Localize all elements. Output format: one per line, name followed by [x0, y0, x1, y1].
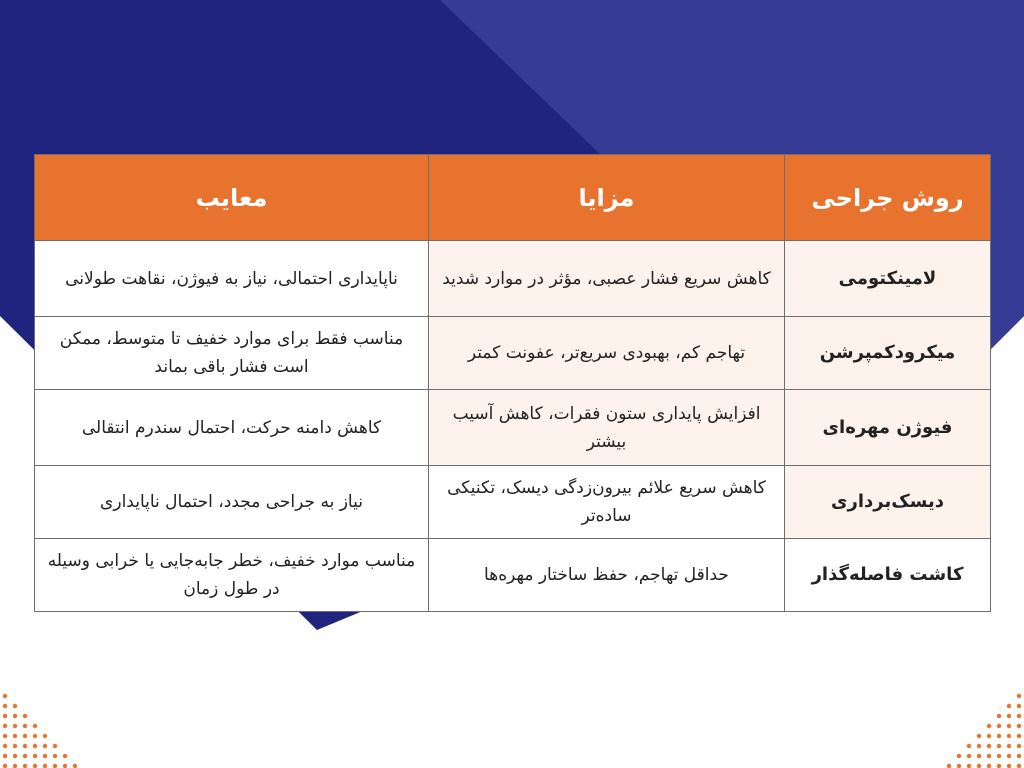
- decorative-dot: [967, 764, 971, 768]
- decorative-dot: [1017, 694, 1021, 698]
- decorative-dot: [977, 754, 981, 758]
- decorative-dot: [3, 694, 7, 698]
- decorative-dot: [43, 754, 47, 758]
- decorative-dot: [33, 754, 37, 758]
- decorative-dot: [3, 744, 7, 748]
- decorative-dot: [977, 734, 981, 738]
- decorative-dot: [33, 764, 37, 768]
- table-row: [35, 539, 991, 612]
- decorative-dot: [43, 764, 47, 768]
- surgery-comparison-table: [34, 154, 991, 612]
- advantages-cell: کاهش سریع علائم بیرون‌زدگی دیسک، تکنیکی ساده‌تر: [429, 466, 785, 539]
- disadvantages-cell: کاهش دامنه حرکت، احتمال سندرم انتقالی: [35, 390, 429, 466]
- decorative-dot: [987, 744, 991, 748]
- decorative-dot: [1017, 714, 1021, 718]
- decorative-dot: [63, 754, 67, 758]
- decorative-dot: [1007, 744, 1011, 748]
- dot-pattern-right: [938, 688, 1024, 768]
- decorative-dot: [3, 704, 7, 708]
- disadvantages-cell: مناسب موارد خفیف، خطر جابه‌جایی یا خرابی وسیله در طول زمان: [35, 539, 429, 612]
- decorative-dot: [33, 724, 37, 728]
- table-row: [35, 390, 991, 466]
- surgery-comparison-table-container: [34, 154, 990, 612]
- decorative-dot: [23, 714, 27, 718]
- decorative-dot: [947, 764, 951, 768]
- decorative-dot: [3, 724, 7, 728]
- disadvantages-cell: مناسب فقط برای موارد خفیف تا متوسط، ممکن است فشار باقی بماند: [35, 317, 429, 390]
- header-disadvantages: معایب: [35, 155, 429, 241]
- decorative-dot: [1007, 734, 1011, 738]
- decorative-dot: [13, 704, 17, 708]
- decorative-dot: [977, 764, 981, 768]
- decorative-dot: [23, 744, 27, 748]
- method-cell: میکرودکمپرشن: [785, 317, 991, 390]
- decorative-dot: [53, 744, 57, 748]
- header-method: روش جراحی: [785, 155, 991, 241]
- decorative-dot: [13, 714, 17, 718]
- decorative-dot: [1017, 734, 1021, 738]
- decorative-dot: [1007, 714, 1011, 718]
- decorative-dot: [1017, 744, 1021, 748]
- decorative-dot: [997, 714, 1001, 718]
- method-cell: دیسک‌برداری: [785, 466, 991, 539]
- decorative-dot: [3, 714, 7, 718]
- header-advantages: مزایا: [429, 155, 785, 241]
- decorative-dot: [3, 764, 7, 768]
- advantages-cell: تهاجم کم، بهبودی سریع‌تر، عفونت کمتر: [429, 317, 785, 390]
- decorative-dot: [957, 754, 961, 758]
- decorative-dot: [957, 764, 961, 768]
- decorative-dot: [23, 734, 27, 738]
- decorative-dot: [997, 734, 1001, 738]
- decorative-dot: [13, 724, 17, 728]
- table-row: [35, 317, 991, 390]
- decorative-dot: [1007, 764, 1011, 768]
- decorative-dot: [43, 734, 47, 738]
- decorative-dot: [13, 764, 17, 768]
- decorative-dot: [987, 754, 991, 758]
- disadvantages-cell: نیاز به جراحی مجدد، احتمال ناپایداری: [35, 466, 429, 539]
- decorative-dot: [987, 734, 991, 738]
- decorative-dot: [997, 754, 1001, 758]
- decorative-dot: [23, 754, 27, 758]
- table-row: [35, 466, 991, 539]
- method-cell: لامینکتومی: [785, 241, 991, 317]
- decorative-dot: [1007, 704, 1011, 708]
- decorative-dot: [1017, 704, 1021, 708]
- decorative-dot: [53, 764, 57, 768]
- dot-pattern-left: [0, 688, 86, 768]
- decorative-dot: [987, 764, 991, 768]
- decorative-dot: [997, 724, 1001, 728]
- decorative-dot: [13, 754, 17, 758]
- decorative-dot: [1017, 764, 1021, 768]
- decorative-dot: [43, 744, 47, 748]
- decorative-dot: [33, 734, 37, 738]
- table-row: [35, 241, 991, 317]
- decorative-dot: [967, 744, 971, 748]
- advantages-cell: کاهش سریع فشار عصبی، مؤثر در موارد شدید: [429, 241, 785, 317]
- decorative-dot: [13, 744, 17, 748]
- disadvantages-cell: ناپایداری احتمالی، نیاز به فیوژن، نقاهت طولانی: [35, 241, 429, 317]
- advantages-cell: افزایش پایداری ستون فقرات، کاهش آسیب بیشتر: [429, 390, 785, 466]
- decorative-dot: [977, 744, 981, 748]
- decorative-dot: [73, 764, 77, 768]
- decorative-dot: [967, 754, 971, 758]
- decorative-dot: [13, 734, 17, 738]
- decorative-dot: [1007, 724, 1011, 728]
- decorative-dot: [23, 764, 27, 768]
- method-cell: کاشت فاصله‌گذار: [785, 539, 991, 612]
- decorative-dot: [63, 764, 67, 768]
- table-header-row: [35, 155, 991, 241]
- decorative-dot: [1007, 754, 1011, 758]
- decorative-dot: [1017, 754, 1021, 758]
- advantages-cell: حداقل تهاجم، حفظ ساختار مهره‌ها: [429, 539, 785, 612]
- decorative-dot: [997, 744, 1001, 748]
- decorative-dot: [53, 754, 57, 758]
- decorative-dot: [1017, 724, 1021, 728]
- decorative-dot: [3, 734, 7, 738]
- decorative-dot: [33, 744, 37, 748]
- decorative-dot: [23, 724, 27, 728]
- method-cell: فیوژن مهره‌ای: [785, 390, 991, 466]
- decorative-dot: [997, 764, 1001, 768]
- decorative-dot: [3, 754, 7, 758]
- decorative-dot: [987, 724, 991, 728]
